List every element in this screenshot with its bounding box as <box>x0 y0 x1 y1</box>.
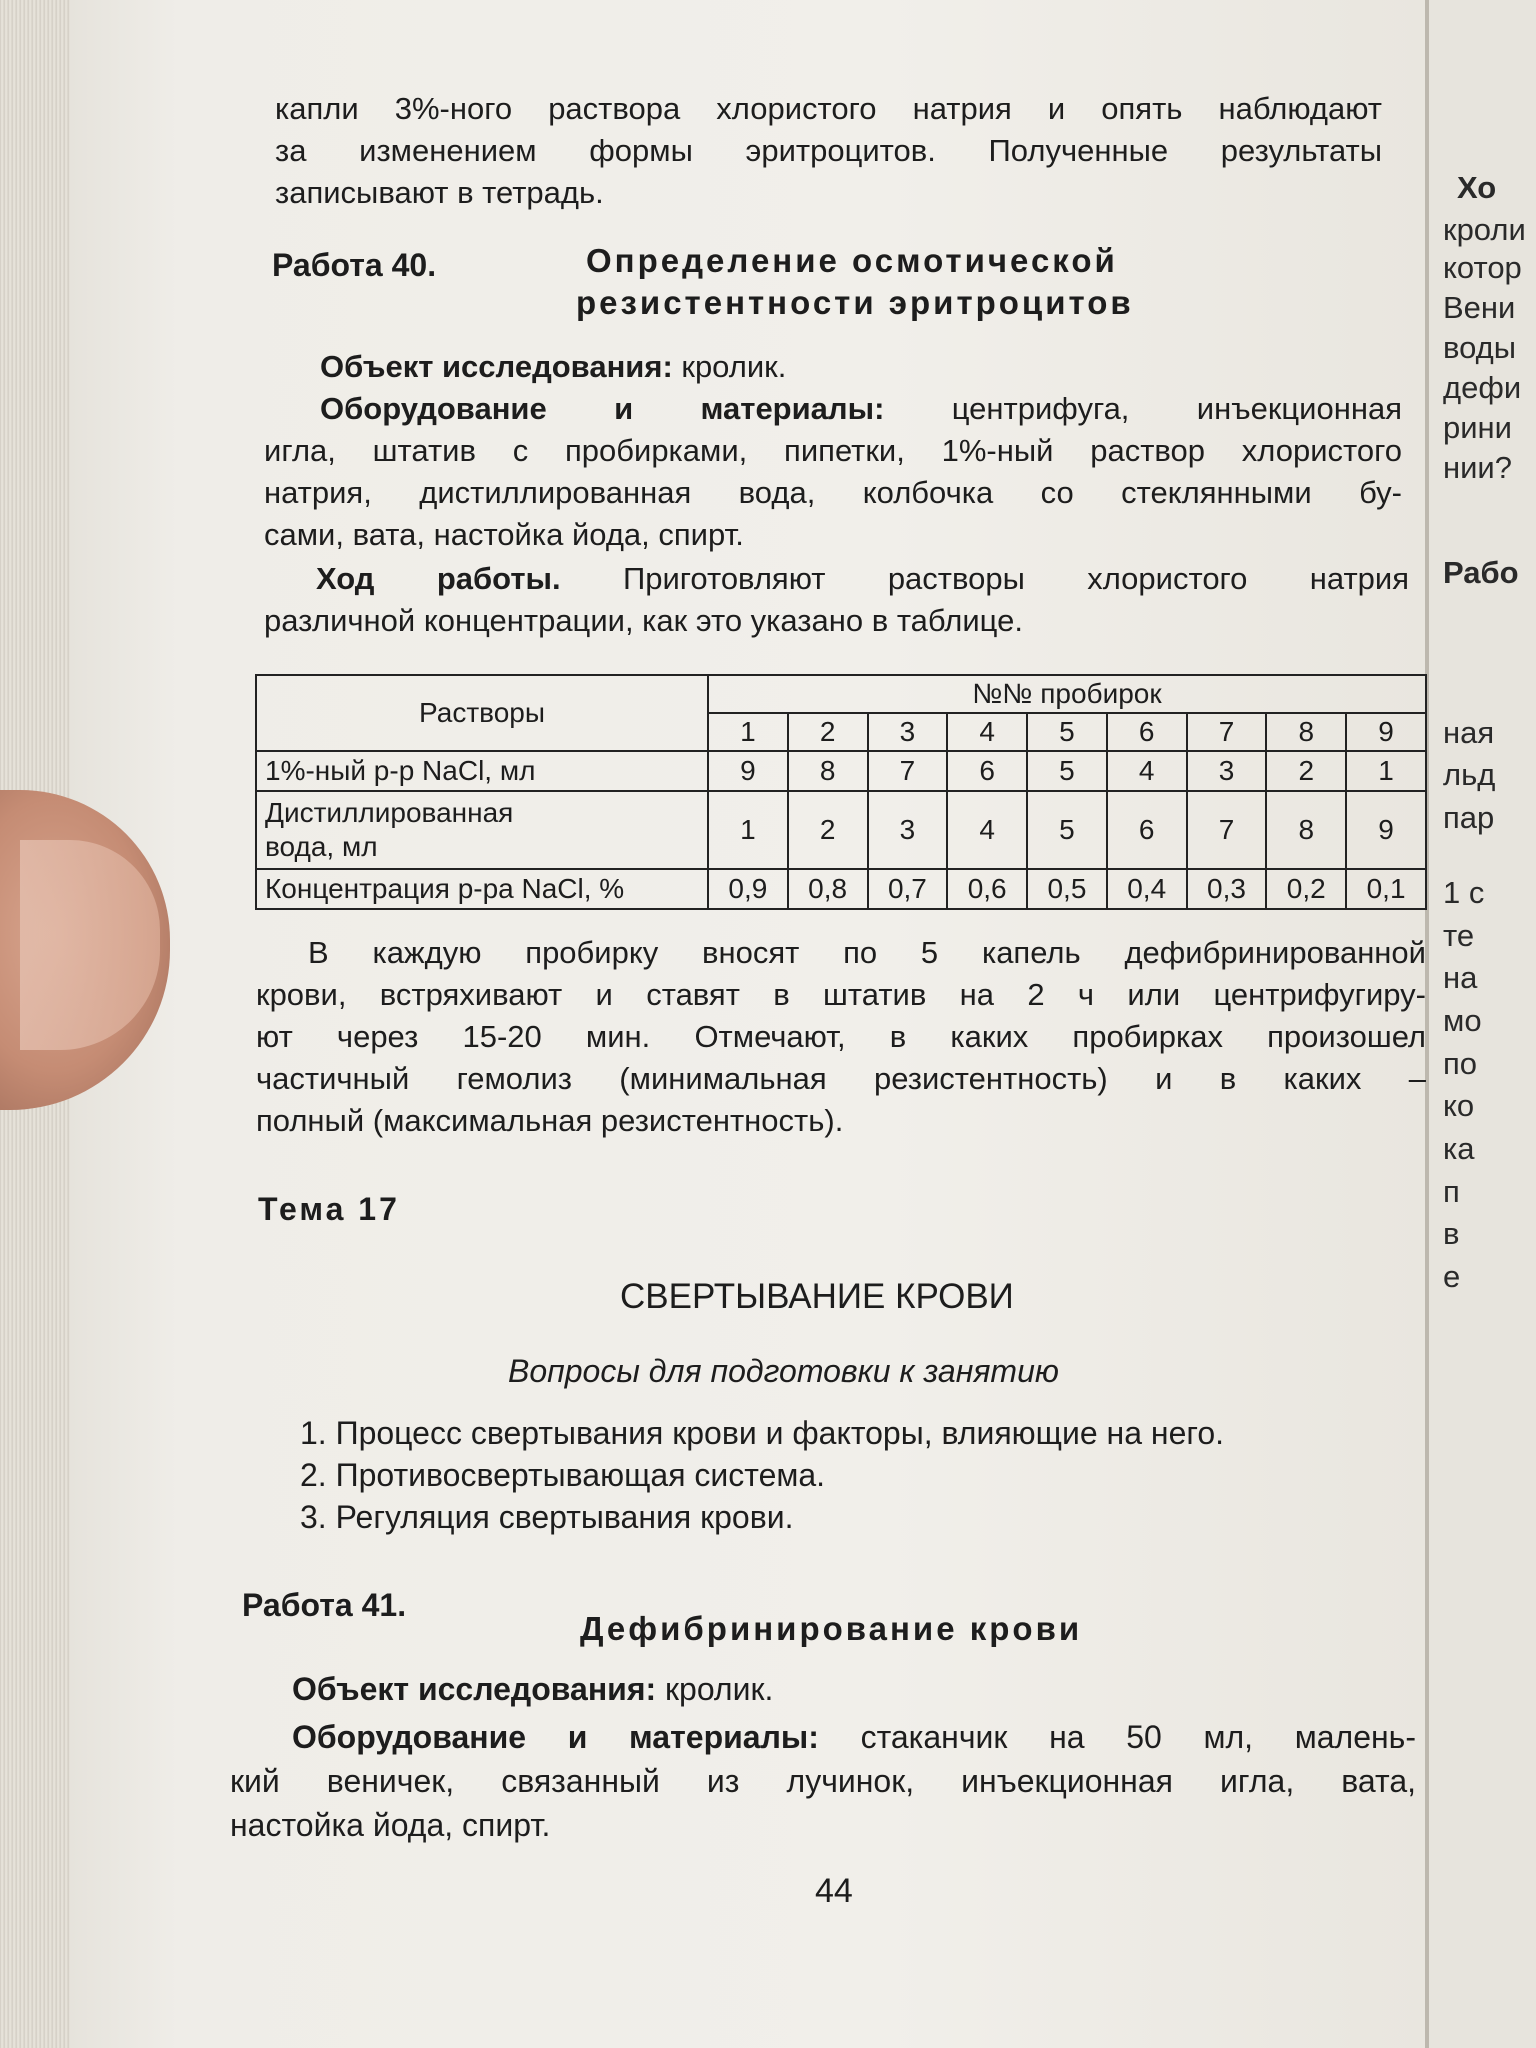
text-line: крови, встряхивают и ставят в штатив на 2 ч или центрифугиру- <box>256 977 1426 1012</box>
equipment-text: стаканчик на 50 мл, малень- <box>818 1719 1417 1755</box>
row-label-line: Дистиллированная <box>265 796 514 828</box>
solutions-table <box>255 674 1427 910</box>
adjacent-fragment: ко <box>1443 1088 1475 1123</box>
adjacent-fragment: кроли <box>1443 212 1526 247</box>
theme-label: Тема 17 <box>258 1191 400 1227</box>
adjacent-fragment: е <box>1443 1259 1461 1294</box>
tube-number: 4 <box>947 713 1027 751</box>
table-cell: 5 <box>1027 751 1107 791</box>
text-line: полный (максимальная резистентность). <box>256 1103 844 1138</box>
text-line: капли 3%-ного раствора хлористого натрия и опять наблюдают <box>275 91 1382 126</box>
tube-number: 8 <box>1266 713 1346 751</box>
table-cell: 8 <box>1266 791 1346 869</box>
equipment-label: Оборудование и материалы: <box>292 1719 819 1755</box>
header-tubes: №№ пробирок <box>708 675 1426 713</box>
adjacent-fragment: Хо <box>1457 170 1497 205</box>
text-line: сами, вата, настойка йода, спирт. <box>264 517 744 552</box>
tube-number: 3 <box>868 713 948 751</box>
list-item: 1. Процесс свертывания крови и факторы, влияющие на него. <box>300 1415 1225 1451</box>
table-cell: 5 <box>1027 791 1107 869</box>
equipment-label: Оборудование и материалы: <box>320 391 885 426</box>
table-cell: 9 <box>708 751 788 791</box>
list-item: 2. Противосвертывающая система. <box>300 1457 826 1493</box>
row-label <box>256 791 708 869</box>
tube-number: 7 <box>1187 713 1267 751</box>
work-40-procedure <box>264 558 1409 642</box>
text-line: записывают в тетрадь. <box>275 175 604 210</box>
adjacent-fragment: ка <box>1443 1131 1475 1166</box>
adjacent-fragment: на <box>1443 960 1478 995</box>
adjacent-fragment: в <box>1443 1216 1460 1251</box>
text-line <box>230 1716 1416 1760</box>
adjacent-fragment: воды <box>1443 330 1517 365</box>
table-cell: 6 <box>947 751 1027 791</box>
table-cell: 8 <box>788 751 868 791</box>
work-41-object <box>292 1668 773 1710</box>
theme-subtitle: Вопросы для подготовки к занятию <box>508 1353 1059 1389</box>
adjacent-fragment: мо <box>1443 1003 1482 1038</box>
text-line: частичный гемолиз (минимальная резистентность) и в каких – <box>256 1061 1426 1096</box>
adjacent-page <box>1425 0 1536 2048</box>
work-40-title-line1: Определение осмотической <box>586 242 1118 279</box>
table-cell: 0,3 <box>1187 869 1267 909</box>
table-cell: 2 <box>1266 751 1346 791</box>
table-cell: 1 <box>708 791 788 869</box>
table-cell: 0,5 <box>1027 869 1107 909</box>
adjacent-fragment: нии? <box>1443 450 1512 485</box>
table-cell: 0,2 <box>1266 869 1346 909</box>
table-cell: 4 <box>1107 751 1187 791</box>
adjacent-fragment: Вени <box>1443 290 1516 325</box>
text-line: натрия, дистиллированная вода, колбочка со стеклянными бу- <box>264 475 1402 510</box>
work-40-title-line2: резистентности эритроцитов <box>576 284 1134 321</box>
tube-number: 1 <box>708 713 788 751</box>
table-cell: 0,8 <box>788 869 868 909</box>
adjacent-fragment: те <box>1443 918 1475 953</box>
work-40-equipment <box>264 388 1402 556</box>
table-cell: 0,9 <box>708 869 788 909</box>
text-line: ют через 15-20 мин. Отмечают, в каких пробирках произошел <box>256 1019 1426 1054</box>
work-41-equipment <box>230 1716 1416 1848</box>
tube-number: 5 <box>1027 713 1107 751</box>
tube-number: 9 <box>1346 713 1426 751</box>
table-cell: 4 <box>947 791 1027 869</box>
text-line: В каждую пробирку вносят по 5 капель дефибринированной <box>308 935 1426 970</box>
adjacent-fragment: п <box>1443 1174 1460 1209</box>
text-line: игла, штатив с пробирками, пипетки, 1%-ный раствор хлористого <box>264 433 1402 468</box>
row-label-line: вода, мл <box>265 830 378 862</box>
table-row <box>256 869 1426 909</box>
table-cell: 7 <box>868 751 948 791</box>
work-40-object <box>320 346 786 388</box>
table-cell: 7 <box>1187 791 1267 869</box>
object-value: кролик. <box>672 349 787 384</box>
table-row <box>256 791 1426 869</box>
tube-number: 2 <box>788 713 868 751</box>
procedure-text: Приготовляют растворы хлористого натрия <box>560 561 1409 596</box>
questions-list <box>300 1412 1224 1538</box>
text-line: кий веничек, связанный из лучинок, инъекционная игла, вата, <box>230 1763 1416 1799</box>
tube-number: 6 <box>1107 713 1187 751</box>
text-line <box>264 558 1409 600</box>
work-40-number: Работа 40. <box>272 247 437 283</box>
table-cell: 3 <box>868 791 948 869</box>
text-line: настойка йода, спирт. <box>230 1807 551 1843</box>
top-paragraph <box>275 88 1382 214</box>
object-label: Объект исследования: <box>320 349 673 384</box>
page-number: 44 <box>815 1872 853 1910</box>
work-41-number: Работа 41. <box>242 1587 407 1623</box>
object-label: Объект исследования: <box>292 1671 657 1707</box>
table-cell: 6 <box>1107 791 1187 869</box>
text-line <box>264 388 1402 430</box>
adjacent-fragment: рини <box>1443 410 1512 445</box>
table-cell: 3 <box>1187 751 1267 791</box>
row-label: Концентрация р-ра NaCl, % <box>256 869 708 909</box>
text-line: за изменением формы эритроцитов. Полученные результаты <box>275 133 1382 168</box>
adjacent-fragment: дефи <box>1443 370 1522 405</box>
table-cell: 0,6 <box>947 869 1027 909</box>
equipment-text: центрифуга, инъекционная <box>884 391 1402 426</box>
adjacent-fragment: ная <box>1443 715 1495 750</box>
adjacent-fragment: 1 с <box>1443 875 1485 910</box>
table-cell: 0,4 <box>1107 869 1187 909</box>
adjacent-fragment: льд <box>1443 757 1496 792</box>
list-item: 3. Регуляция свертывания крови. <box>300 1499 794 1535</box>
adjacent-fragment: котор <box>1443 250 1522 285</box>
procedure-label: Ход работы. <box>316 561 561 596</box>
theme-title: СВЕРТЫВАНИЕ КРОВИ <box>620 1277 1014 1316</box>
text-line: различной концентрации, как это указано в таблице. <box>264 603 1023 638</box>
table-row <box>256 751 1426 791</box>
adjacent-fragment: пар <box>1443 800 1495 835</box>
table-cell: 1 <box>1346 751 1426 791</box>
after-table-paragraph <box>256 932 1426 1142</box>
work-41-title: Дефибринирование крови <box>580 1610 1083 1647</box>
row-label: 1%-ный р-р NaCl, мл <box>256 751 708 791</box>
table-cell: 0,7 <box>868 869 948 909</box>
header-solutions: Растворы <box>256 675 708 751</box>
object-value: кролик. <box>656 1671 774 1707</box>
adjacent-fragment: Рабо <box>1443 555 1519 590</box>
table-cell: 0,1 <box>1346 869 1426 909</box>
adjacent-fragment: по <box>1443 1046 1478 1081</box>
table-cell: 2 <box>788 791 868 869</box>
table-cell: 9 <box>1346 791 1426 869</box>
